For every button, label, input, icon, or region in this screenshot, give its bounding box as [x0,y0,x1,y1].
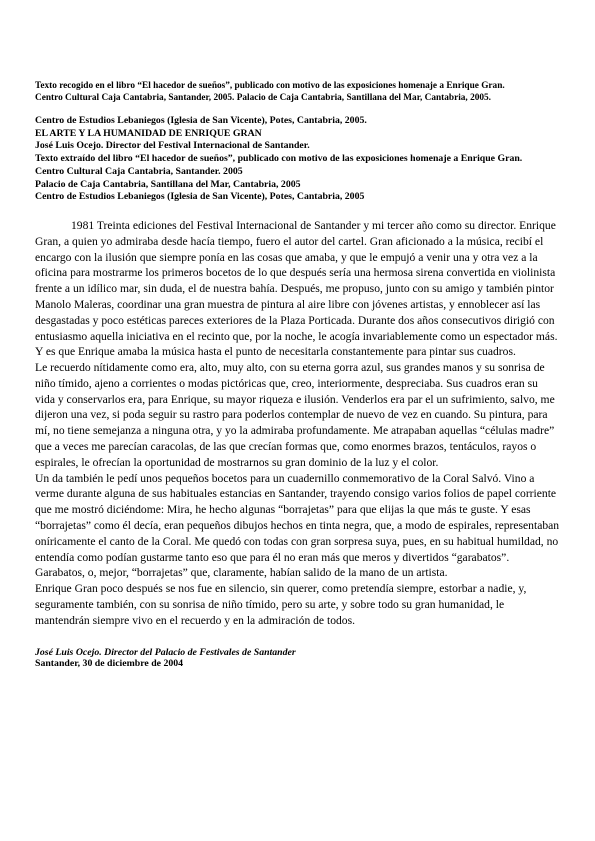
signature-block [35,647,560,670]
article-author: José Luis Ocejo. Director del Festival Internacional de Santander. [35,140,310,152]
meta-line-1: Centro de Estudios Lebaniegos (Iglesia de San Vicente), Potes, Cantabria, 2005. [35,115,367,126]
venue-1: Centro Cultural Caja Cantabria, Santander. 2005 [35,165,243,177]
venue-3: Centro de Estudios Lebaniegos (Iglesia de San Vicente), Potes, Cantabria, 2005 [35,191,365,203]
venue-2: Palacio de Caja Cantabria, Santillana del Mar, Cantabria, 2005 [35,178,301,190]
article-title: EL ARTE Y LA HUMANIDAD DE ENRIQUE GRAN [35,127,262,139]
header-block [35,81,560,104]
paragraph-2: Le recuerdo nítidamente como era, alto, muy alto, con su eterna gorra azul, sus grandes manos y su sonrisa de niño tímido, ajeno a corrientes o modas pictóricas que, creo, interiormente, despreciaba. Sus cuadros eran su vida y conservarlos era, para Enrique, su mayor riqueza e ilusión. Venderlos era par el un sufrimiento, salvo, me dijeron una vez, si poda seguir su rastro para poderlos contemplar de nuevo de vez en cuando. Su pintura, para mí, no tiene semejanza a ninguna otra, y yo la admiraba profundamente. Me atrapaban aquellas “células madre” que a veces me parecían caracolas, de las que crecían formas que, como enormes brazos, tentáculos, rayos o espirales, le ofrecían la oportunidad de mostrarnos su gran dominio de la luz y el color. [35,361,555,469]
document-page [35,81,560,670]
paragraph-3: Un da también le pedí unos pequeños bocetos para un cuadernillo conmemorativo de la Coral Salvó. Vino a verme durante alguna de sus habituales estancias en Santander, trayendo consigo varios folios de papel corriente que me mostró diciéndome: Mira, he hecho algunas “borrajetas” para que elijas la que más te guste. Y esas “borrajetas” como él decía, eran pequeños dibujos hechos en tinta negra, que, a modo de espirales, representaban oníricamente el canto de la Coral. Me quedó con todas con gran sorpresa suya, pues, en su habitual humildad, no entendía como podían gustarme tanto eso que para él no eran más que meros y divertidos “garabatos”. Garabatos, o, mejor, “borrajetas” que, claramente, habían salido de la mano de un artista. [35,471,560,580]
paragraph-1: 1981 Treinta ediciones del Festival Internacional de Santander y mi tercer año como su director. Enrique Gran, a quien yo admiraba desde hacía tiempo, fuero el autor del cartel. Gran aficionado a la música, recibí el encargo con la ilusión que siempre ponía en las cosas que amaba, y que le empujó a venir una y otra vez a la oficina para mostrarme los primeros bocetos de lo que después sería una hermosa sirena convertida en violinista frente a un idílico mar, sin duda, el de nuestra bahía. Después, me propuso, junto con su amigo y también pintor Manolo Maleras, coordinar una gran muestra de pintura al aire libre con jóvenes artistas, y ennoblecer así las desgastadas y poco estéticas pareces exteriores de la Plaza Porticada. Durante dos años consecutivos dirigió con entusiasmo aquella iniciativa en el recinto que, por la noche, le acogía invariablemente como un espectador más. Y es que Enrique amaba la música hasta el punto de necesitarla constantemente para pintar sus cuadros. [35,218,558,359]
header-line-1: Texto recogido en el libro “El hacedor de sueños”, publicado con motivo de las exposiciones homenaje a Enrique Gran. [35,81,505,91]
article-body [35,218,560,629]
header-line-2: Centro Cultural Caja Cantabria, Santander, 2005. Palacio de Caja Cantabria, Santillana del Mar, Cantabria, 2005. [35,92,491,103]
signature-name: José Luis Ocejo. Director del Palacio de Festivales de Santander [35,646,296,658]
article-source: Texto extraído del libro “El hacedor de sueños”, publicado con motivo de las exposiciones homenaje a Enrique Gran. [35,153,523,165]
paragraph-4: Enrique Gran poco después se nos fue en silencio, sin querer, como pretendía siempre, estorbar a nadie, y, seguramente también, con su sonrisa de niño tímido, pero su arte, y sobre todo su gran humanidad, le mantendrán siempre vivo en el recuerdo y en la admiración de todos. [35,582,527,627]
signature-place-date: Santander, 30 de diciembre de 2004 [35,658,184,670]
meta-block [35,115,560,204]
